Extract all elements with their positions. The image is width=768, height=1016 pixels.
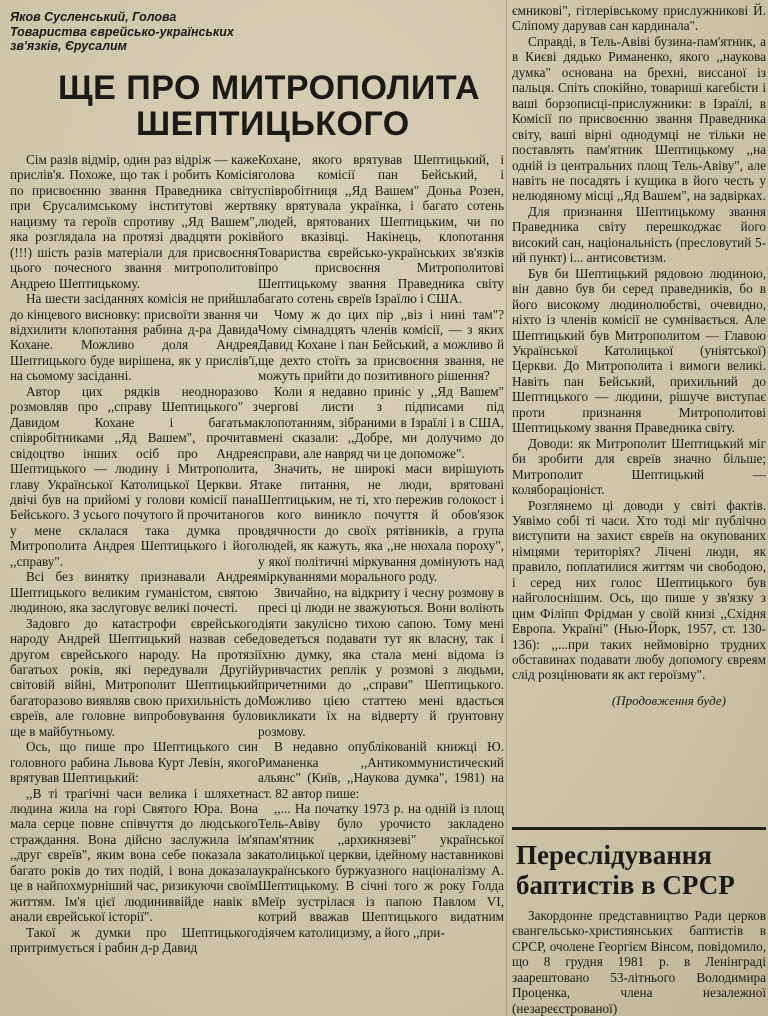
paragraph: Чому ж до цих пір ,,віз і нині там"? Чому сімнадцять членів комісії, — з яких Давид Кохане і пан Бейський, а можливо й ще дехто стоїть за присвоєння звання, не можуть прийти до позитивного рішення? <box>258 306 504 384</box>
paragraph: В недавно опублікованій книжці Ю. Риманенка ,,Антикоммунистический альянс" (Київ, ,,Наукова думка", 1981) на ст. 82 автор пише: <box>258 739 504 801</box>
paragraph: Для признання Шептицькому звання Праведника світу перешкоджає його високий сан, національність (пресловутий 5-ий пункт) і... антисовєтизм. <box>512 203 766 266</box>
paragraph: Розглянемо ці доводи у світі фактів. Уявімо собі ті часи. Хто тоді міг публічно виступити на захист євреїв на окупованих німцями територіях? Лічені люди, як правило, поплатилися життям чи свободою, і серед них голос Шептицького був найголоснішим. Ось, що пише у зв'язку з цим Філіпп Фрідман у своїй книзі ,,Східня Европа. Україні" (Нью-Йорк, 1957, ст. 130-136): ,,...при таких неймовірно трудних обставинах подавати любу допомогу євреям слід розцінювати як акт героїзму". <box>512 497 766 683</box>
byline <box>10 10 250 54</box>
paragraph: Задовго до катастрофи єврейського народу Андрей Шептицький назвав себе другом єврейського народу. На протязі багатьох років, які передували Другій світовій війні, Митрополит Шептицький багаторазово виявляв свою прихильність до євреїв, але головне випробовування було ще в майбутньому. <box>10 615 258 739</box>
second-headline-line-1: Переслідування <box>516 840 712 870</box>
article-column-2 <box>258 152 504 940</box>
article-headline <box>58 69 481 143</box>
paragraph: Справді, в Тель-Авіві бузина-пам'ятник, а в Києві дядько Риманенко, якого ,,наукова думка" основана на брехні, виссаної із пальця. Спіть спокійно, товариші кагебісти і ваші борзописці-прислужники: в Ізраїлі, в Комісії по присвоєнню звання Праведника світу, ваші вірні однодумці не тільки не поставлять пам'ятник Шептицькому ,,на одній із центральних площ Тель-Авіву", але навіть не посадять і кущика в його честь у нелюдяному місці ,,Яд Вашем", на задвірках. <box>512 33 766 204</box>
headline-line-1: ЩЕ ПРО МИТРОПОЛИТА <box>58 69 481 107</box>
paragraph: ємникові", гітлерівському прислужникові Й. Сліпому дарував сан кардинала". <box>512 3 766 34</box>
paragraph: Звичайно, на відкриту і чесну розмову в пресі ці люди не зважуються. Вони воліють діяти закулісно тихою сапою. Тому мені доведеться подавати тут як власну, так і їхню думку, яка стала мені відома із уривчастих реплік у розмові з людьми, причетними до ,,справи" Шептицького. Можливо цією статтею мені вдасться викликати їх на відверту й ґрунтовну розмову. <box>258 584 504 739</box>
second-headline-line-2: баптистів в СРСР <box>516 870 735 900</box>
article-column-3 <box>512 3 766 708</box>
quote-paragraph: ,,... На початку 1973 р. на одній із площ Тель-Авіву було урочисто закладено пам'ятник ,,архикнязеві" української католицької церкви, ідейному наставникові українського буржуазного націоналізму А. Шептицькому. В січні того ж року Голда Меїр зустрілася із папою Павлом VI, котрий вважав Шептицького видатним діячем католицизму, а його ,,при- <box>258 801 504 940</box>
paragraph: Був би Шептицький рядовою людиною, він давно був би серед праведників, бо в його високому людинолюбстві, очевидно, ніхто із членів комісії не сумнівається. Але Шептицький був Митрополитом — Главою Української Католицької (уніятської) Церкви. До Митрополита і вимоги великі. Навіть пан Бейський, прихильний до Шептицького — людини, рішуче виступає проти признання Митрополитові Шептицькому звання Праведника світу. <box>512 265 766 436</box>
second-article-body <box>512 908 766 1016</box>
paragraph: Значить, не широкі маси вирішують таке питання, не люди, врятовані Шептицьким, не ті, хто пережив голокост і в кого виникло почуття й обов'язок вдячности до своїх рятівників, а група людей, як кажуть, яка ,,не нюхала пороху", у якої політичні міркування домінують над міркуваннями морального роду. <box>258 461 504 585</box>
paragraph: Коли я недавно приніс у ,,Яд Вашем" чергові листи з підписами під клопотанням, зібраними в Ізраїлі і в США, мені сказали: ,,Добре, ми долучимо до справи, але навряд чи це допоможе". <box>258 383 504 461</box>
headline-line-2: ШЕПТИЦЬКОГО <box>136 105 410 143</box>
byline-organization: Товариства єврейсько-українських <box>10 24 234 39</box>
article-separator <box>512 827 766 830</box>
paragraph: На шести засіданнях комісія не прийшла до кінцевого висновку: присвоїти звання чи відхилити клопотання рабина д-ра Давида Кохане. Можливо доля Андрея Шептицького буде вирішена, як у прислів'ї, на сьомому засіданні. <box>10 291 258 384</box>
paragraph: Всі без винятку признавали Андрея Шептицького великим гуманістом, святою людиною, яка заслуговує великі почесті. <box>10 569 258 616</box>
byline-author: Яков Сусленський, Голова <box>10 10 177 24</box>
second-article-headline <box>516 840 768 900</box>
paragraph: Доводи: як Митрополит Шептицький міг би зробити для євреїв значно більше; Митрополит Шептицький — колябораціоніст. <box>512 435 766 498</box>
paragraph: Ось, що пише про Шептицького син головного рабина Львова Курт Левін, якого врятував Шептицький: <box>10 739 258 786</box>
paragraph: Сім разів відмір, один раз відріж — каже прислів'я. Похоже, що так і робить Комісія по присвоєнню звання Праведника світу при Єрусалимському інститутові жертв нацизму та героїв спротиву ,,Яд Вашем", яка розглядала на протязі двадцяти років (!!!) шість разів матеріали для присвоєння цього почесного звання митрополитові Андрею Шептицькому. <box>10 152 258 291</box>
continued-note: (Продовження буде) <box>611 692 726 708</box>
paragraph: Кохане, якого врятував Шептицький, і голова комісії пан Бейський, і співробітниця ,,Яд Вашем" Доньа Розен, яку врятувала українка, і багато сотень людей, врятованих Шептицьким, чи по його вказівці. Накінець, клопотання Товариства єврейсько-українських зв'язків про присвоєння Митрополитові Шептицькому звання Праведника світу багато сотень євреїв Ізраїлю і США. <box>258 152 504 307</box>
quote-paragraph: ,,В ті трагічні часи велика і шляхетна людина жила на горі Святого Юра. Вона мала серце повне співчуття до людського страждання. Вона дійсно заслужила ім'я ,,друг євреїв", яким вона себе показала за багато років до тих подій, і вона доказала це в найпохмурніший час, ризикуючи своїм життям. Ім'я цієї людиниввійде навік в анали єврейської історії". <box>10 785 258 925</box>
paragraph: Такої ж думки про Шептицького притримується і рабин д-р Давид <box>10 924 258 956</box>
paragraph: Закордонне представництво Ради церков євангельсько-християнських баптистів в СРСР, очолене Георгієм Вінсом, повідомило, що 8 грудня 1981 р. в Ленінграді заарештовано 53-літнього Володимира Проценка, члена незалежної (незареєстрованої) <box>512 908 766 1016</box>
article-column-1 <box>10 152 258 956</box>
column-divider <box>506 0 507 1016</box>
paragraph: Автор цих рядків неодноразово розмовляв про ,,справу Шептицького" з Давидом Кохане і багатьма співробітниками ,,Яд Вашем", прочитав свідоцтво інших осіб про Андрея Шептицького — людину і Митрополита, главу Української Католицької Церкви. Я двічі був на прийомі у голови комісії пана Бейського. З усього почутого й прочитаного у мене склалася така думка про Митрополита Андрея Шептицького і його ,,справу". <box>10 383 258 569</box>
byline-location: зв'язків, Єрусалим <box>10 39 127 53</box>
